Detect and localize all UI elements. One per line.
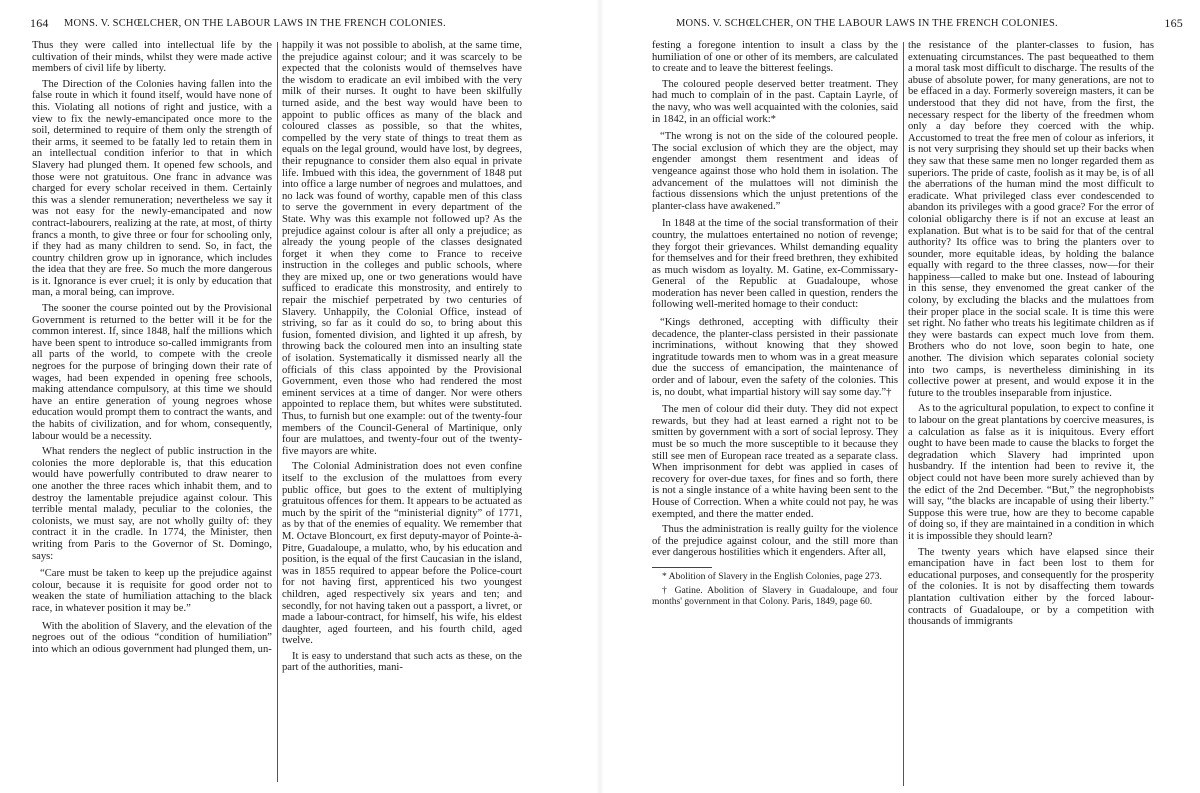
column-divider xyxy=(277,42,278,782)
right-page xyxy=(600,0,1200,793)
paragraph: With the abolition of Slavery, and the elevation of the negroes out of the odious “condition of humiliation” into which an odious government had plunged them, un- xyxy=(32,620,272,655)
text-column-2 xyxy=(282,40,522,788)
text-column-2 xyxy=(908,40,1154,788)
paragraph: The Colonial Administration does not even confine itself to the exclusion of the mulattoes from every public office, but goes to the extent of multiplying gratuitous offences for them. It appears to be actuated as much by the spirit of the “ministerial dignity” of 1771, as by that of the enemies of equality. We remember that M. Octave Bloncourt, ex first deputy-mayor of Pointe-à-Pitre, Guadaloupe, a mulatto, who, by his education and position, is the equal of the first Caucasian in the island, was in 1855 required to appear before the Police-court for not having first, apprenticed his two youngest children, aged respectively six years and ten; and secondly, for not having taken out a passport, a livret, or made a labour-contract, for himself, his wife, his eldest daughter, aged fourteen, and his fourth child, aged twelve. xyxy=(282,461,522,647)
paragraph: happily it was not possible to abolish, at the same time, the prejudice against colour; and it was scarcely to be expected that the colonists would of themselves have the wisdom to eradicate an evil imbibed with the very milk of their nurses. It ought to have been skilfully turned aside, and the best way would have been to appoint to public offices as many of the black and coloured classes as possible, so that the whites, compelled by the very state of things to treat them as equals on the legal ground, would have lost, by degrees, their repugnance to consider them also equal in private life. Imbued with this idea, the government of 1848 put into office a large number of negroes and mulattoes, and no lack was found of worthy, capable men of this class to serve the government in every department of the State. Why was this example not followed up? As the prejudice against colour is after all only a prejudice; as already the young people of the classes designated forget it when they come to France to receive instruction in the colleges and public schools, where they are mixed up, one or two generations would have sufficed to eradicate this monstrosity, and entirely to repair the mischief perpetrated by two centuries of Slavery. Unhappily, the Colonial Office, instead of striving, so far as it could do so, to bring about this fusion, fomented division, and lighted it up afresh, by throwing back the coloured men into an insulting state of isolation. Systematically it dismissed nearly all the officials of this class appointed by the Provisional Government, even those who had rendered the most eminent services at a time of danger. Nor were others appointed to replace them, but whites were substituted. Thus, to furnish but one example: out of the twenty-four members of the Council-General of Martinique, only four are mulattoes, and twenty-four out of the twenty-five mayors are white. xyxy=(282,40,522,457)
paragraph: the resistance of the planter-classes to fusion, has extenuating circumstances. The past bequeathed to them a moral task most difficult to discharge. The results of the abuse of absolute power, for many generations, are not to be effaced in a day. Formerly sovereign masters, it can be understood that they did not have, from the first, the necessary respect for the liberty of the freedmen whom only a day before they coerced with the whip. Accustomed to treat the free men of colour as inferiors, it is not very surprising they should set up their backs when they saw that these same men no longer regarded them as superiors. The pride of caste, foolish as it may be, is of all the aberrations of the human mind the most difficult to eradicate. What privileged class ever condescended to abandon its privileges with a good grace? For the error of colonial obligarchy there is if not an excuse at least an explanation. But what is to be said for that of the central authority? Its office was to bring the planters over to sounder, more equitable ideas, by holding the balance equally with regard to the three classes, now—for their happiness—called to make but one. Instead of labouring in this sense, they envenomed the great canker of the colony, by excluding the blacks and the mulattoes from their proper place in the social scale. It is time this were set right. No father who treats his legitimate children as if they were bastards can expect much love from them. Brothers who do not love, soon begin to hate, one another. The division which separates colonial society into two camps, is nevertheless diminishing in its collective power at present, and would expose it in the future to the troubles inseparable from injustice. xyxy=(908,40,1154,399)
paragraph: The twenty years which have elapsed since their emancipation have in fact been lost to them for educational purposes, and consequently for the prosperity of the colonies. It is not by disaffecting them towards plantation cultivation either by the forced labour-contracts of Guadaloupe, or by a competition with thousands of immigrants xyxy=(908,546,1154,628)
running-title: MONS. V. SCHŒLCHER, ON THE LABOUR LAWS IN THE FRENCH COLONIES. xyxy=(676,18,1058,29)
page-number: 165 xyxy=(1164,16,1183,30)
footnote: † Gatine. Abolition of Slavery in Guadaloupe, and four months' government in that Colony. Paris, 1849, page 60. xyxy=(652,585,898,607)
column-divider xyxy=(903,42,904,786)
quotation: “The wrong is not on the side of the coloured people. The social exclusion of which they are the object, may engender amongst them resentment and ideas of vengeance against those who hold them in isolation. The advancement of the mulattoes will not diminish the factious dissensions which the unjust pretentions of the planter-class have awakened.” xyxy=(652,131,898,212)
paragraph: Thus the administration is really guilty for the violence of the prejudice against colour, and the still more than ever dangerous hostilities which it engenders. After all, xyxy=(652,524,898,559)
paragraph: The men of colour did their duty. They did not expect rewards, but they had at least earned a right not to be smitten by government with a sort of social leprosy. They must be so much the more susceptible to it because they still see men of European race treated as a separate class. When imprisonment for debt was applied in cases of recovery for over-due taxes, for fines and so forth, there is not a single instance of a white having been sent to the House of Correction. When a white could not pay, he was exempted, and there the matter ended. xyxy=(652,404,898,520)
footnote: * Abolition of Slavery in the English Colonies, page 273. xyxy=(662,570,882,582)
page-number: 164 xyxy=(30,16,49,30)
paragraph: festing a foregone intention to insult a class by the humiliation of one or other of its members, are calculated to create and to leave the bitterest feelings. xyxy=(652,40,898,75)
footnote-rule xyxy=(652,567,712,568)
paragraph: As to the agricultural population, to expect to confine it to labour on the great plantations by coercive measures, is a calculation as false as it is iniquitous. Every effort ought to have been made to cause the blacks to forget the degradation which Slavery had imprinted upon husbandry. If the intention had been to revive it, the object could not have been more surely achieved than by the edict of the 2nd December. “But,” the negrophobists will say, “the blacks are incapable of using their liberty.” Suppose this were true, how are they to become capable of doing so, if they are maintained in a condition in which it is impossible they should learn? xyxy=(908,403,1154,542)
paragraph: The Direction of the Colonies having fallen into the false route in which it found itself, would have none of this. Violating all notions of right and justice, with a view to fix the newly-emancipated once more to the soil, determined to require of them only the strength of their arms, it seemed to be fatally led to retain them in an intellectual condition inferior to that in which Slavery had plunged them. It opened few schools, and those were not gratuitous. One franc in advance was charged for every scholar received in them. Certainly this was a slender remuneration; nevertheless we say it was not easy for the newly-emancipated and now contract-labourers, realizing at the rate, at most, of thirty francs a month, to give three or four for schooling only, if they had as many children to send. So, in fact, the country children grow up in ignorance, which includes the idea that they are free. So much the more dangerous is it. Ignorance is ever cruel; it is only by education that man, a moral being, can improve. xyxy=(32,78,272,299)
paragraph: Thus they were called into intellectual life by the cultivation of their minds, whilst they were made active members of civil life by liberty. xyxy=(32,40,272,75)
paragraph: What renders the neglect of public instruction in the colonies the more deplorable is, that this education would have powerfully contributed to draw nearer to one another the three races which inhabit them, and to destroy the lamentable prejudice against colour. This terrible mental malady, peculiar to the colonies, the colonists, we must say, are not wholly guilty of: they contract it in the cradle. In 1774, the Minister, then writing from Paris to the Governor of St. Domingo, says: xyxy=(32,446,272,562)
running-title: MONS. V. SCHŒLCHER, ON THE LABOUR LAWS IN THE FRENCH COLONIES. xyxy=(64,18,446,29)
quotation: “Kings dethroned, accepting with difficulty their decadence, the planter-class persisted in their passionate incriminations, without knowing that they showed ingratitude towards men to whom was in a great measure due the success of emancipation, the maintenance of order and of labour, even the safety of the colonies. This is, no doubt, what impartial history will say some day.”† xyxy=(652,317,898,398)
text-column-1 xyxy=(32,40,272,788)
quotation: “Care must be taken to keep up the prejudice against colour, because it is requisite for good order not to weaken the state of humiliation attaching to the black race, in whatever position it may be.” xyxy=(32,568,272,614)
paragraph: In 1848 at the time of the social transformation of their country, the mulattoes entertained no notion of revenge; they forgot their grievances. Whilst demanding equality for themselves and for their freed brethren, they exhibited as much wisdom as loyalty. M. Gatine, ex-Commissary-General of the Republic at Guadaloupe, whose moderation has never been called in question, renders the following well-merited homage to their conduct: xyxy=(652,218,898,311)
paragraph: The coloured people deserved better treatment. They had much to complain of in the past. Captain Layrle, of the navy, who was well acquainted with the colonies, said in 1842, in an official work:* xyxy=(652,78,898,125)
paragraph: The sooner the course pointed out by the Provisional Government is returned to the better will it be for the common interest. If, since 1848, half the millions which have been spent to introduce so-called immigrants from all parts of the world, to compete with the creole negroes for the purpose of bringing down their rate of wages, had been expended in opening free schools, making attendance compulsory, at this time we should have an entire generation of young negroes whose education would prompt them to contract the wants, and the habits of civilization, and for whom, consequently, labour would be a necessity. xyxy=(32,303,272,442)
text-column-1 xyxy=(652,40,898,788)
paragraph: It is easy to understand that such acts as these, on the part of the authorities, mani- xyxy=(282,650,522,674)
